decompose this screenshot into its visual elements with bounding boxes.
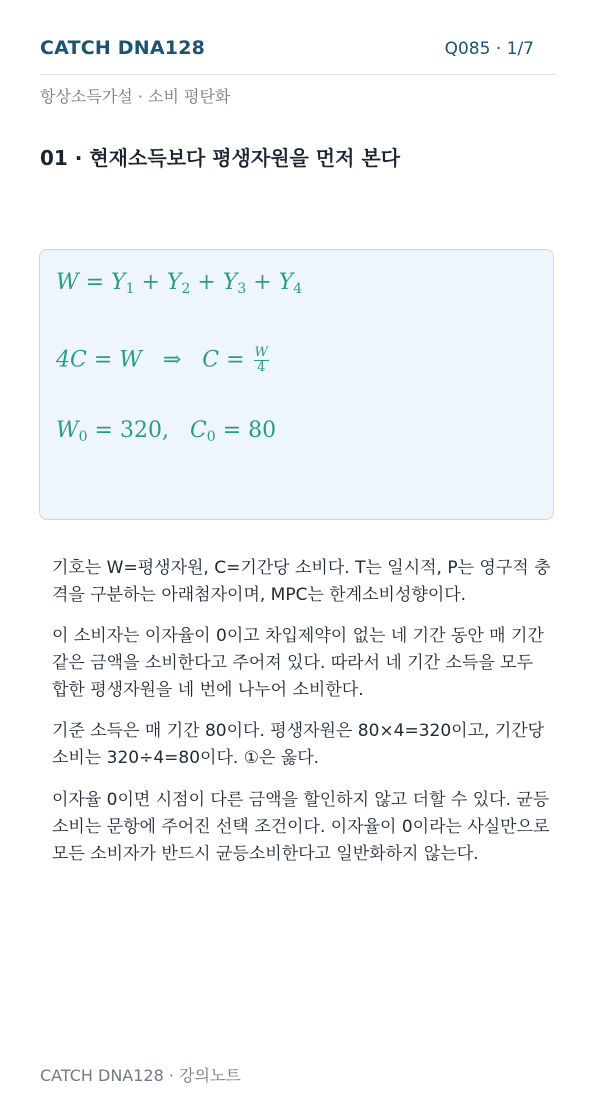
page-footer: CATCH DNA128 · 강의노트 (40, 1066, 241, 1085)
paragraph-assumption: 이 소비자는 이자율이 0이고 차입제약이 없는 네 기간 동안 매 기간 같은 금액을 소비한다고 주어져 있다. 따라서 네 기간 소득을 모두 합한 평생자원을 네 번에 나누어 소비한다. (52, 626, 544, 700)
paragraph-interest-note: 이자율 0이면 시점이 다른 금액을 할인하지 않고 더할 수 있다. 균등소비는 문항에 주어진 선택 조건이다. 이자율이 0이라는 사실만으로 모든 소비자가 반드시 균등소비한다고 일반화하지 않는다. (52, 790, 550, 864)
formula-consumption: 4C = W ⇒ C = $\frac{W}{4}$ (56, 345, 268, 375)
formula-lifetime-resources: $W = Y_1 + Y_2 + Y_3 + Y_4$ (56, 270, 303, 297)
paragraph-baseline: 기준 소득은 매 기간 80이다. 평생자원은 80×4=320이고, 기간당 소비는 320÷4=80이다. ①은 옳다. (52, 721, 545, 768)
formula-baseline: $W_0 = 320$, $C_0 = 80$ (56, 418, 277, 445)
section-title: 01 · 현재소득보다 평생자원을 먼저 본다 (40, 146, 401, 170)
formula-box (39, 249, 554, 520)
paragraph-notation: 기호는 W=평생자원, C=기간당 소비다. T는 일시적, P는 영구적 충격을 구분하는 아래첨자이며, MPC는 한계소비성향이다. (52, 558, 551, 605)
page-header (40, 34, 556, 75)
page-indicator: Q085 · 1/7 (444, 39, 534, 59)
topic-subtitle: 항상소득가설 · 소비 평탄화 (40, 87, 231, 106)
brand-title: CATCH DNA128 (40, 37, 206, 59)
